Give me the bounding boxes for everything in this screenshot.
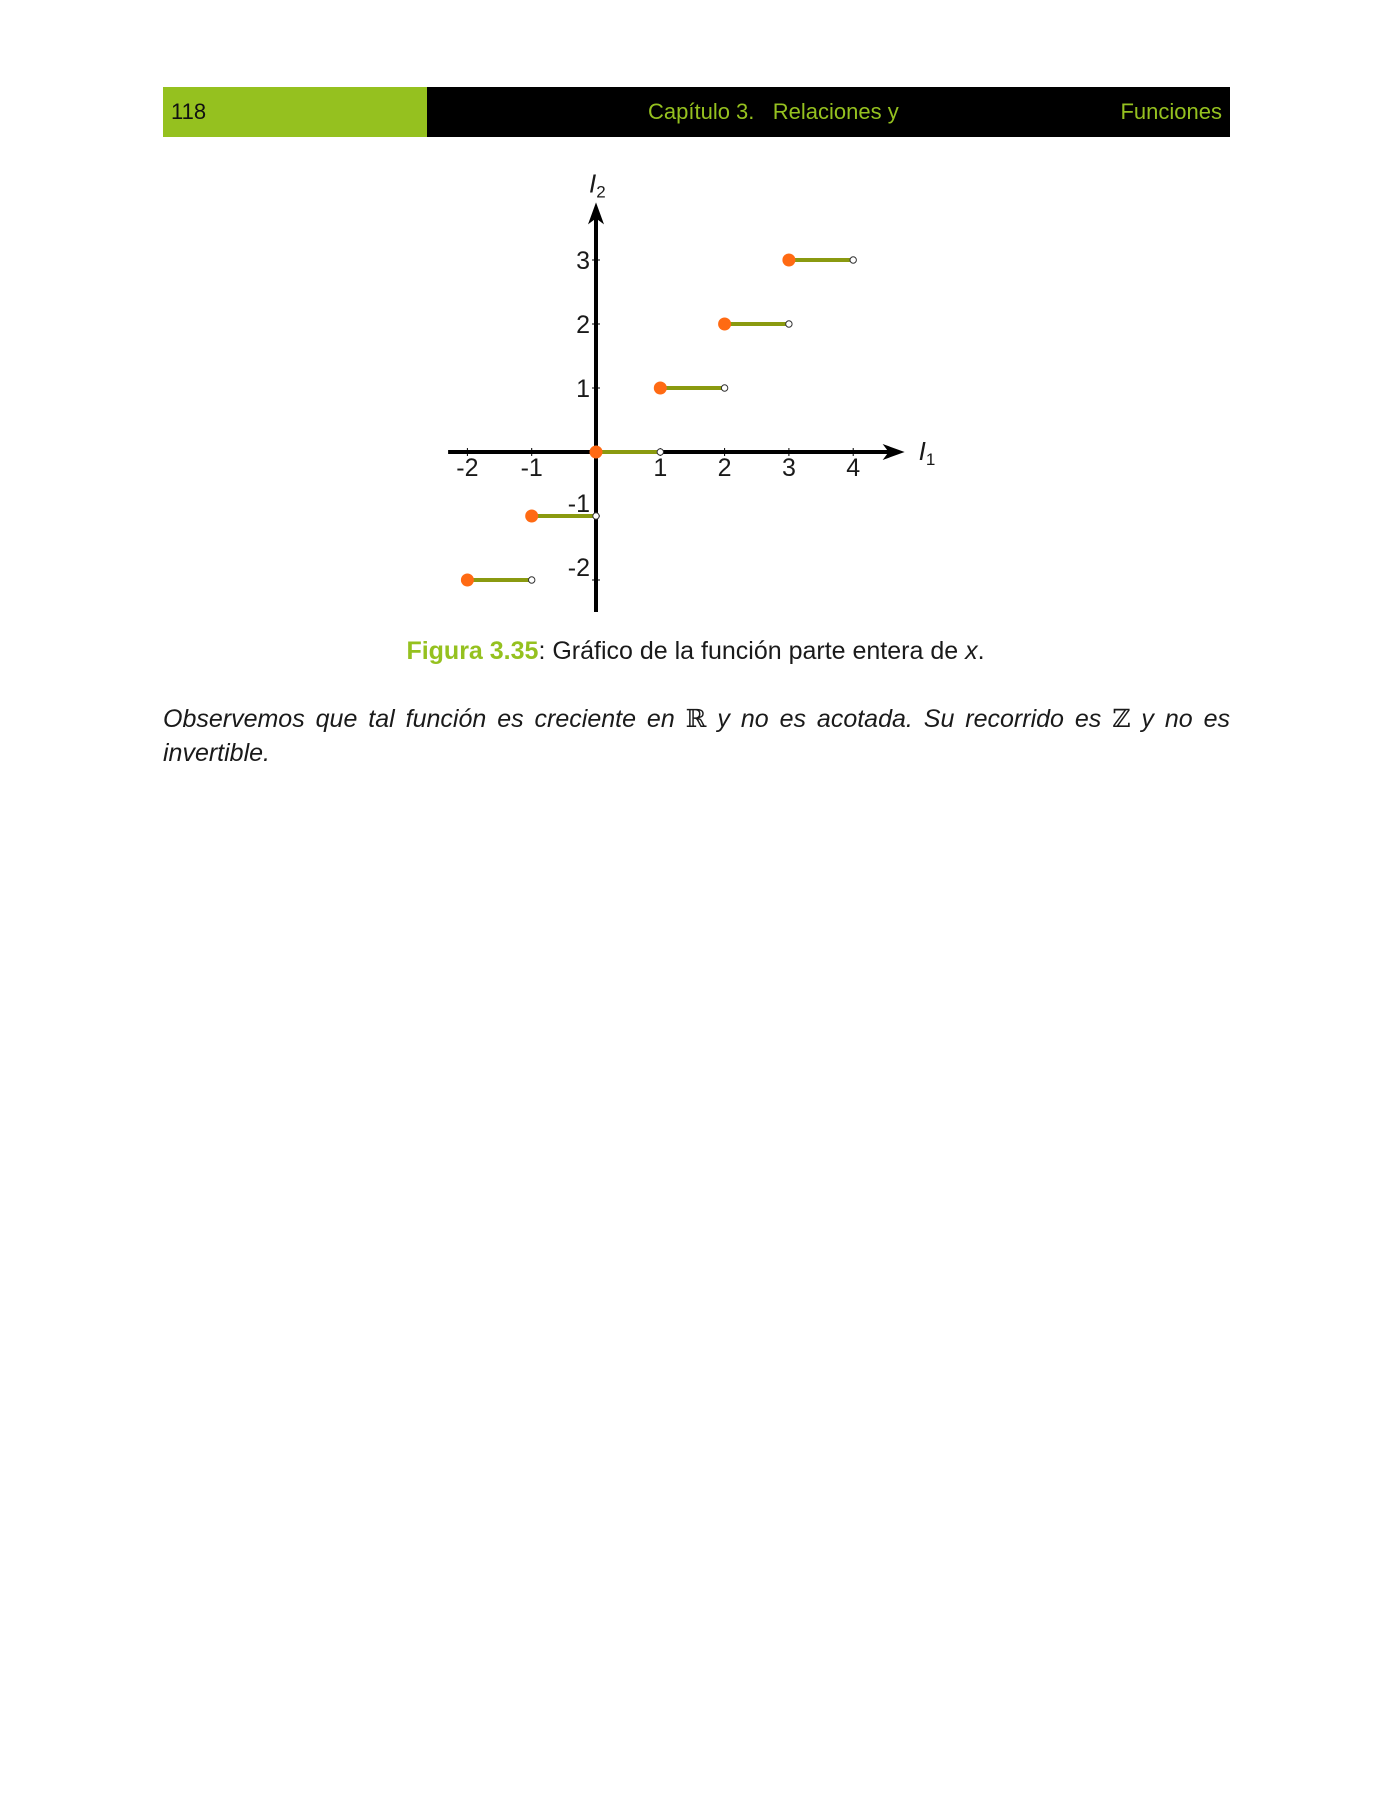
y-tick-label: -1 <box>567 490 590 518</box>
open-endpoint <box>721 385 727 391</box>
reals-symbol: ℝ <box>685 704 707 733</box>
caption-end: . <box>977 637 985 665</box>
y-tick-label: 2 <box>576 311 590 339</box>
x-axis-label: I1 <box>918 436 936 469</box>
integers-symbol: ℤ <box>1112 704 1131 733</box>
x-tick-label: -2 <box>456 454 479 482</box>
x-tick-label: 3 <box>781 454 796 482</box>
closed-endpoint <box>525 510 538 523</box>
caption-text: : Gráfico de la función parte entera de <box>538 637 966 665</box>
paragraph-part2: y no es acotada. Su recorrido es <box>706 705 1113 733</box>
closed-endpoint <box>590 446 603 459</box>
body-paragraph <box>163 702 1230 770</box>
x-tick-label: -1 <box>520 454 543 482</box>
open-endpoint <box>786 321 792 327</box>
caption-variable: x <box>965 637 978 665</box>
x-tick-label: 1 <box>653 454 668 482</box>
paragraph-part3: y no es invertible. <box>163 705 1230 767</box>
open-endpoint <box>529 577 535 583</box>
section-title: Funciones <box>1120 99 1222 124</box>
page-header <box>163 87 1230 137</box>
x-tick-label: 4 <box>846 454 861 482</box>
open-endpoint <box>593 513 599 519</box>
y-tick-label: 3 <box>576 247 590 275</box>
chapter-title: Capítulo 3. Relaciones y <box>648 99 899 124</box>
header-bar <box>427 87 1230 137</box>
open-endpoint <box>850 257 856 263</box>
closed-endpoint <box>461 574 474 587</box>
floor-function-chart <box>0 150 1391 630</box>
paragraph-part1: Observemos que tal función es creciente en <box>163 705 686 733</box>
figure-caption <box>0 637 1391 666</box>
floor-function-figure <box>0 150 1391 630</box>
y-axis-label: I2 <box>589 168 606 202</box>
closed-endpoint <box>654 382 667 395</box>
closed-endpoint <box>718 318 731 331</box>
figure-label: Figura 3.35 <box>406 637 539 665</box>
page-number: 118 <box>163 87 427 137</box>
x-tick-label: 2 <box>717 454 732 482</box>
y-tick-label: -2 <box>567 554 590 582</box>
y-tick-label: 1 <box>576 375 590 403</box>
closed-endpoint <box>782 254 795 267</box>
